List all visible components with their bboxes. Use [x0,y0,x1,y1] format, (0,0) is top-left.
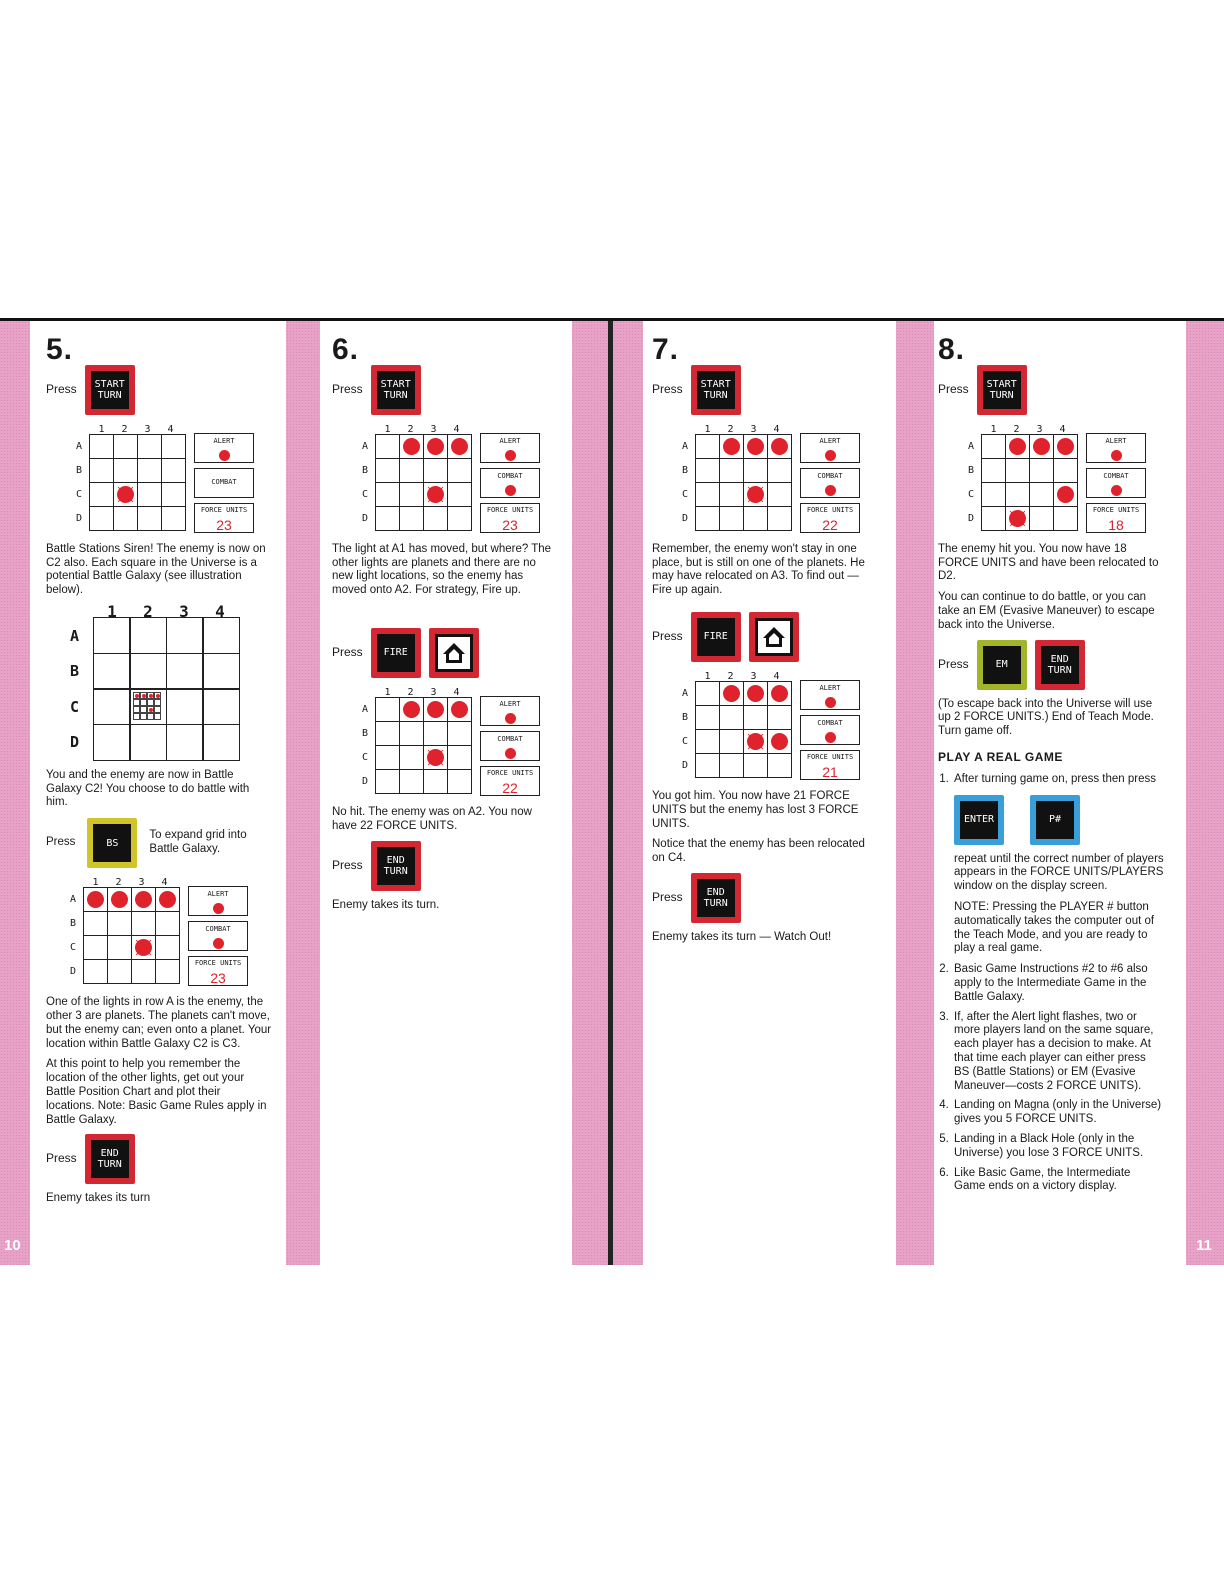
pink-margin [613,321,643,1265]
step-5-column: 5. Press START TURN 1 2 3 4 A B C D ALERT COMBAT FORCE UNITS 23 Battle Stations Siren! The enemy is now on C2 also. Each square in the Universe is a potential Battle Galaxy (see illustration below). 1 2 3 4 A B C D You and the enemy are now in Battle Galaxy C2! You choose to do battle with him. Press BS To expand grid into Battle Galaxy. 1 2 3 4 A B C D ALERT COMBAT FORCE UNITS 23 One of the lights in row A is the enemy, the other 3 are planets. The planets can't move, but the enemy can; even onto a planet. Your location within Battle Galaxy C2 is C3. At this point to help you remember the location of the other lights, get out your Battle Position Chart and plot their locations. Note: Basic Game Rules apply in Battle Galaxy. Press END TURN Enemy takes its turn [46,333,272,1205]
end-turn-button[interactable]: END TURN [1035,640,1085,690]
manual-spread [0,321,1224,1265]
pink-margin-right [1186,321,1224,1265]
step-8-column: 8. Press START TURN 1 2 3 4 A B C D ALERT COMBAT FORCE UNITS 18 The enemy hit you. You now have 18 FORCE UNITS and have been relocated to D2. You can continue to do battle, or you can take an EM (Evasive Maneuver) to escape back into the Universe. Press EM END TURN (To escape back into the Universe will use up 2 FORCE UNITS.) End of Teach Mode. Turn game off. PLAY A REAL GAME 1. After turning game on, press then press ENTER P# repeat until the correct number of players appears in the FORCE UNITS/PLAYERS window on the display screen. NOTE: Pressing the PLAYER # button automatically takes the computer out of the Teach Mode, and you are ready to play a real game. 2. Basic Game Instructions #2 to #6 also apply to the Intermediate Game in the Battle Galaxy. 3. If, after the Alert light flashes, two or more players land on the same square, each player has a decision to make. At that time each player can either press BS (Battle Stations) or EM (Evasive Maneuver—costs 2 FORCE UNITS). 4. Landing on Magna (only in the Universe) gives you 5 FORCE UNITS. 5. Landing in a Black Hole (only in the Universe) you lose 3 FORCE UNITS. 6. Like Basic Game, the Intermediate Game ends on a victory display. [938,321,1164,1265]
end-turn-button[interactable]: END TURN [691,873,741,923]
bs-button[interactable]: BS [87,818,137,868]
fire-button[interactable]: FIRE [371,628,421,678]
column-numbers: 1 2 3 4 [98,423,174,435]
force-units-panel: FORCE UNITS 23 [194,503,254,533]
alert-panel: ALERT [194,433,254,463]
up-arrow-button[interactable] [749,612,799,662]
universe-board [76,423,272,533]
page-number-right: 11 [1196,1237,1212,1254]
status-panels [194,433,254,533]
section-heading: PLAY A REAL GAME [938,749,1063,764]
bs-caption: To expand grid into Battle Galaxy. [149,829,247,856]
start-turn-button[interactable]: START TURN [977,365,1027,415]
home-arrow-icon [755,618,793,656]
end-turn-button[interactable]: END TURN [85,1134,135,1184]
paragraph: One of the lights in row A is the enemy, the other 3 are planets. The planets can't move, but the enemy can; even onto a planet. Your location within Battle Galaxy C2 is C3. [46,996,272,1050]
start-turn-button[interactable] [85,365,135,415]
battle-galaxy-illustration: 1 2 3 4 A B C D [70,605,272,761]
paragraph: You and the enemy are now in Battle Galaxy C2! You choose to do battle with him. [46,768,250,809]
step-number: 5. [46,333,74,366]
press-row [46,365,272,415]
home-arrow-icon [435,634,473,672]
em-button[interactable]: EM [977,640,1027,690]
end-turn-button[interactable]: END TURN [371,841,421,891]
enter-button[interactable]: ENTER [954,795,1004,845]
paragraph: At this point to help you remember the location of the other lights, get out your Battle Position Chart and plot their locations. Note: Basic Game Rules apply in Battle Galaxy. [46,1058,267,1126]
player-light [113,482,138,507]
pink-margin-left [0,321,30,1265]
pink-margin [896,321,934,1265]
universe-grid: 1 2 3 4 A B C D [76,423,186,533]
start-turn-button[interactable]: START TURN [371,365,421,415]
press-label: Press [46,381,77,396]
fire-button[interactable]: FIRE [691,612,741,662]
step-7-column: 7. Press START TURN 1 2 3 4 A B C D ALERT COMBAT FORCE UNITS 22 Remember, the enemy won't stay in one place, but is still on one of the planets. He may have relocated on A3. To find out — Fire up again. Press FIRE 1 2 3 4 A B C D ALERT COMBAT FORCE UNITS 21 You got him. You now have 21 FORCE UNITS but the enemy has lost 3 FORCE UNITS. Notice that the enemy has been relocated on C4. Press END TURN Enemy takes its turn — Watch Out! [652,333,865,943]
up-arrow-button[interactable] [429,628,479,678]
expanded-galaxy-c2 [129,688,167,725]
pink-margin [572,321,608,1265]
footer-text: Enemy takes its turn [46,1192,151,1205]
player-number-button[interactable]: P# [1030,795,1080,845]
press-row: Press BS To expand grid into Battle Galaxy. [46,818,272,868]
step-6-column: 6. Press START TURN 1 2 3 4 A B C D ALERT COMBAT FORCE UNITS 23 The light at A1 has moved, but where? The other lights are planets and there are no new light locations, so the enemy has moved onto A2. For strategy, Fire up. Press FIRE 1 2 3 4 A B C D ALERT COMBAT FORCE UNITS 22 No hit. The enemy was on A2. You now have 22 FORCE UNITS. Press END TURN Enemy takes its turn. [332,333,552,911]
pink-margin [286,321,320,1265]
rules-list: 1. After turning game on, press then press ENTER P# repeat until the correct number of players appears in the FORCE UNITS/PLAYERS window on the display screen. NOTE: Pressing the PLAYER # button automatically takes the computer out of the Teach Mode, and you are ready to play a real game. 2. Basic Game Instructions #2 to #6 also apply to the Intermediate Game in the Battle Galaxy. 3. If, after the Alert light flashes, two or more players land on the same square, each player has a decision to make. At that time each player can either press BS (Battle Stations) or EM (Evasive Maneuver—costs 2 FORCE UNITS). 4. Landing on Magna (only in the Universe) gives you 5 FORCE UNITS. 5. Landing in a Black Hole (only in the Universe) you lose 3 FORCE UNITS. 6. Like Basic Game, the Intermediate Game ends on a victory display. [938,773,1164,1194]
start-turn-button[interactable]: START TURN [691,365,741,415]
combat-panel: COMBAT [194,468,254,498]
button-label: START TURN [91,371,129,409]
page-number-left: 10 [4,1237,21,1254]
note: NOTE: Pressing the PLAYER # button automatically takes the computer out of the Teach Mode, and you are ready to play a real game. [954,900,1155,955]
battle-galaxy-board: 1 2 3 4 A B C D ALERT COMBAT FORCE UNITS 23 [70,876,272,986]
paragraph: Battle Stations Siren! The enemy is now on C2 also. Each square in the Universe is a potential Battle Galaxy (see illustration below). [46,542,266,597]
